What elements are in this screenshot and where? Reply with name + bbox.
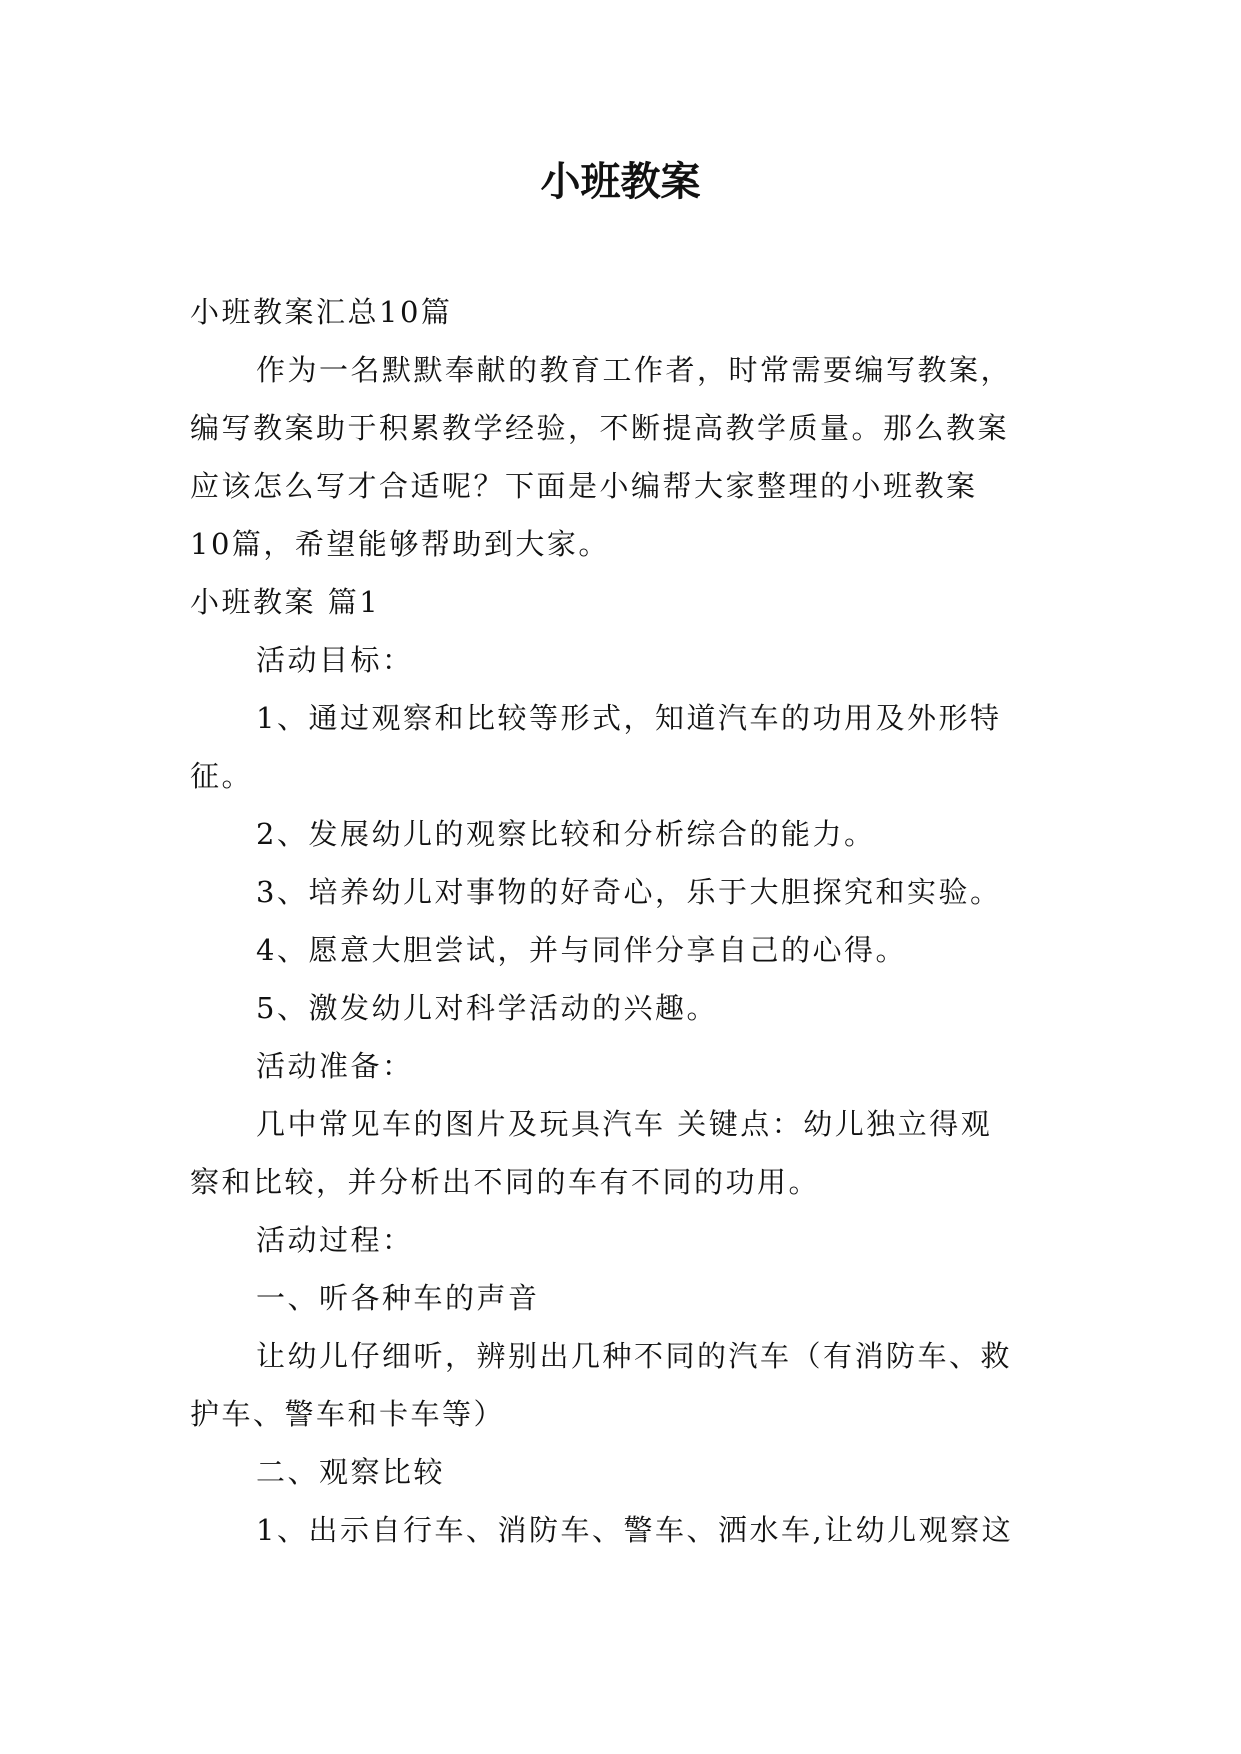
paragraph-line: 察和比较，并分析出不同的车有不同的功用。 (190, 1165, 821, 1199)
paragraph-line: 3、培养幼儿对事物的好奇心，乐于大胆探究和实验。 (256, 875, 1002, 909)
paragraph-line: 一、听各种车的声音 (256, 1281, 540, 1315)
paragraph-line: 几中常见车的图片及玩具汽车 关键点：幼儿独立得观 (256, 1107, 993, 1141)
paragraph-line: 10篇，希望能够帮助到大家。 (190, 527, 610, 561)
paragraph-line: 征。 (190, 759, 254, 793)
paragraph-line: 活动过程： (256, 1223, 414, 1257)
paragraph-line: 二、观察比较 (256, 1455, 446, 1489)
paragraph-line: 应该怎么写才合适呢？下面是小编帮大家整理的小班教案 (190, 469, 978, 503)
paragraph-line: 让幼儿仔细听，辨别出几种不同的汽车（有消防车、救 (256, 1339, 1013, 1373)
paragraph-line: 2、发展幼儿的观察比较和分析综合的能力。 (256, 817, 876, 851)
paragraph-line: 活动准备： (256, 1049, 414, 1083)
paragraph-line: 编写教案助于积累教学经验，不断提高教学质量。那么教案 (190, 411, 1010, 445)
subtitle-line: 小班教案汇总10篇 (190, 295, 453, 329)
paragraph-line: 活动目标： (256, 643, 414, 677)
paragraph-line: 护车、警车和卡车等） (190, 1397, 506, 1431)
section-heading: 小班教案 篇1 (190, 585, 381, 619)
paragraph-line: 作为一名默默奉献的教育工作者，时常需要编写教案， (256, 353, 1013, 387)
paragraph-line: 4、愿意大胆尝试，并与同伴分享自己的心得。 (256, 933, 907, 967)
document-title: 小班教案 (540, 159, 701, 205)
paragraph-line: 5、激发幼儿对科学活动的兴趣。 (256, 991, 718, 1025)
paragraph-line: 1、出示自行车、消防车、警车、洒水车,让幼儿观察这 (256, 1513, 1014, 1547)
paragraph-line: 1、通过观察和比较等形式，知道汽车的功用及外形特 (256, 701, 1002, 735)
